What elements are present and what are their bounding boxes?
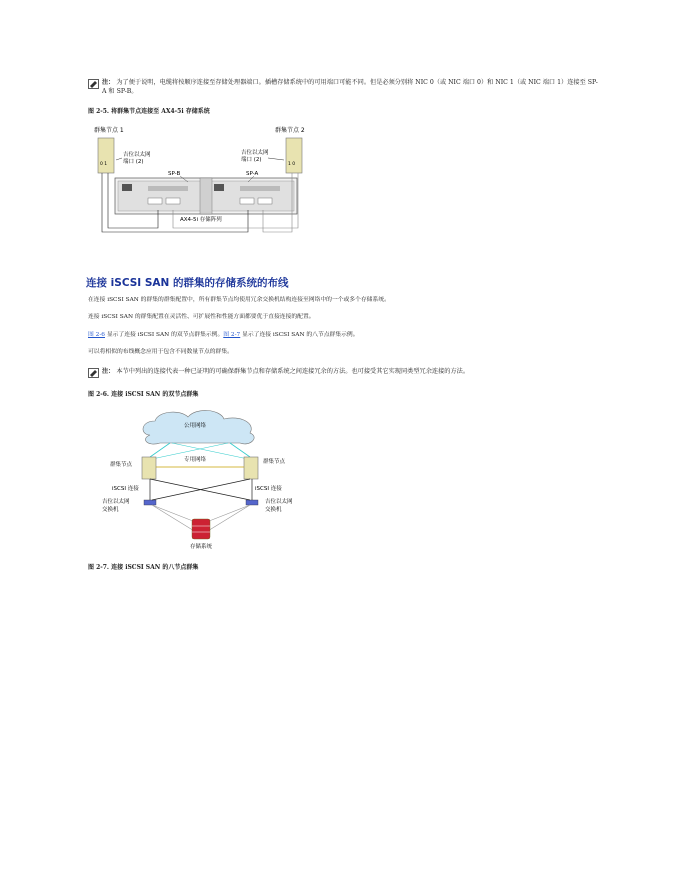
node-right-label: 群集节点 [263,459,286,465]
note-text: 本节中列出的连接代表一种已证明的可确保群集节点和存储系统之间连接冗余的方法。也可接受其它实现同类型冗余连接的方法。 [116,368,470,375]
switch-left-label-1: 吉位以太网 [102,499,130,505]
iscsi-right-label: iSCSI 连接 [255,486,282,492]
cluster-node-1 [98,138,114,173]
node2-label: 群集节点 2 [275,127,305,134]
node1-ports: 0 1 [100,162,108,167]
note-label: 注： [102,79,115,86]
node1-label: 群集节点 1 [94,127,124,134]
note-icon [88,79,99,89]
figure-2-6-caption: 图 2-6. 连接 iSCSI SAN 的双节点群集 [88,391,199,398]
switch-right [246,500,258,505]
figure-2-7-link[interactable]: 图 2-7 [223,332,241,338]
figure-2-6-diagram [100,405,310,555]
note-block-2 [88,367,598,376]
figure-2-5-caption: 图 2-5. 将群集节点连接至 AX4-5i 存储系统 [88,108,210,115]
array-label: AX4-5i 存储阵列 [180,217,222,223]
eth-right-label: 吉位以太网 [241,150,269,156]
eth-right-port: 端口 (2) [241,157,262,163]
note-block-1 [88,78,598,96]
paragraph-3-end: 显示了连接 iSCSI SAN 的八节点群集示例。 [240,332,359,338]
cluster-node-2 [286,138,302,173]
cluster-node-right [244,457,258,479]
switch-left [144,500,156,505]
note-label: 注： [102,368,115,375]
section-title: 连接 iSCSI SAN 的群集的存储系统的布线 [86,277,289,289]
paragraph-3-mid: 显示了连接 iSCSI SAN 的双节点群集示例。 [104,332,224,338]
figure-2-6-link[interactable]: 图 2-6 [88,332,105,338]
spb-label: SP-B [168,171,181,177]
node2-ports: 1 0 [288,162,296,167]
note-icon [88,368,99,378]
node-left-label: 群集节点 [110,462,133,468]
paragraph-2: 连接 iSCSI SAN 的群集配置在灵活性、可扩展性和性能方面都要优于直接连接的配置。 [88,314,315,320]
figure-2-7-caption: 图 2-7. 连接 iSCSI SAN 的八节点群集 [88,564,199,571]
iscsi-left-label: iSCSI 连接 [112,486,139,492]
cluster-node-left [142,457,156,479]
private-network-label: 专用网络 [184,457,207,463]
eth-left-port: 端口 (2) [123,159,144,165]
public-network-label: 公用网络 [184,423,207,429]
storage-label: 存储系统 [190,544,213,550]
figure-2-5-diagram [88,120,328,240]
storage-system-icon [192,519,210,539]
spa-label: SP-A [246,171,259,177]
switch-right-label-1: 吉位以太网 [265,499,293,505]
switch-right-label-2: 交换机 [265,507,282,513]
paragraph-3 [88,331,359,339]
paragraph-4: 可以将相似的布线概念应用于包含不同数量节点的群集。 [88,349,233,355]
eth-left-label: 吉位以太网 [123,152,151,158]
switch-left-label-2: 交换机 [102,507,119,513]
note-text: 为了便于说明，电缆将按顺序连接至存储处理器端口。插槽存储系统中的可用端口可能不同。但是必须分别将 NIC 0（或 NIC 端口 0）和 NIC 1（或 NIC 端口 1）连接至 SP-A 和 SP-B。 [102,79,598,95]
paragraph-1: 在连接 iSCSI SAN 的群集的群集配置中，所有群集节点均使用冗余交换机结构连接至网络中的一个或多个存储系统。 [88,297,390,303]
